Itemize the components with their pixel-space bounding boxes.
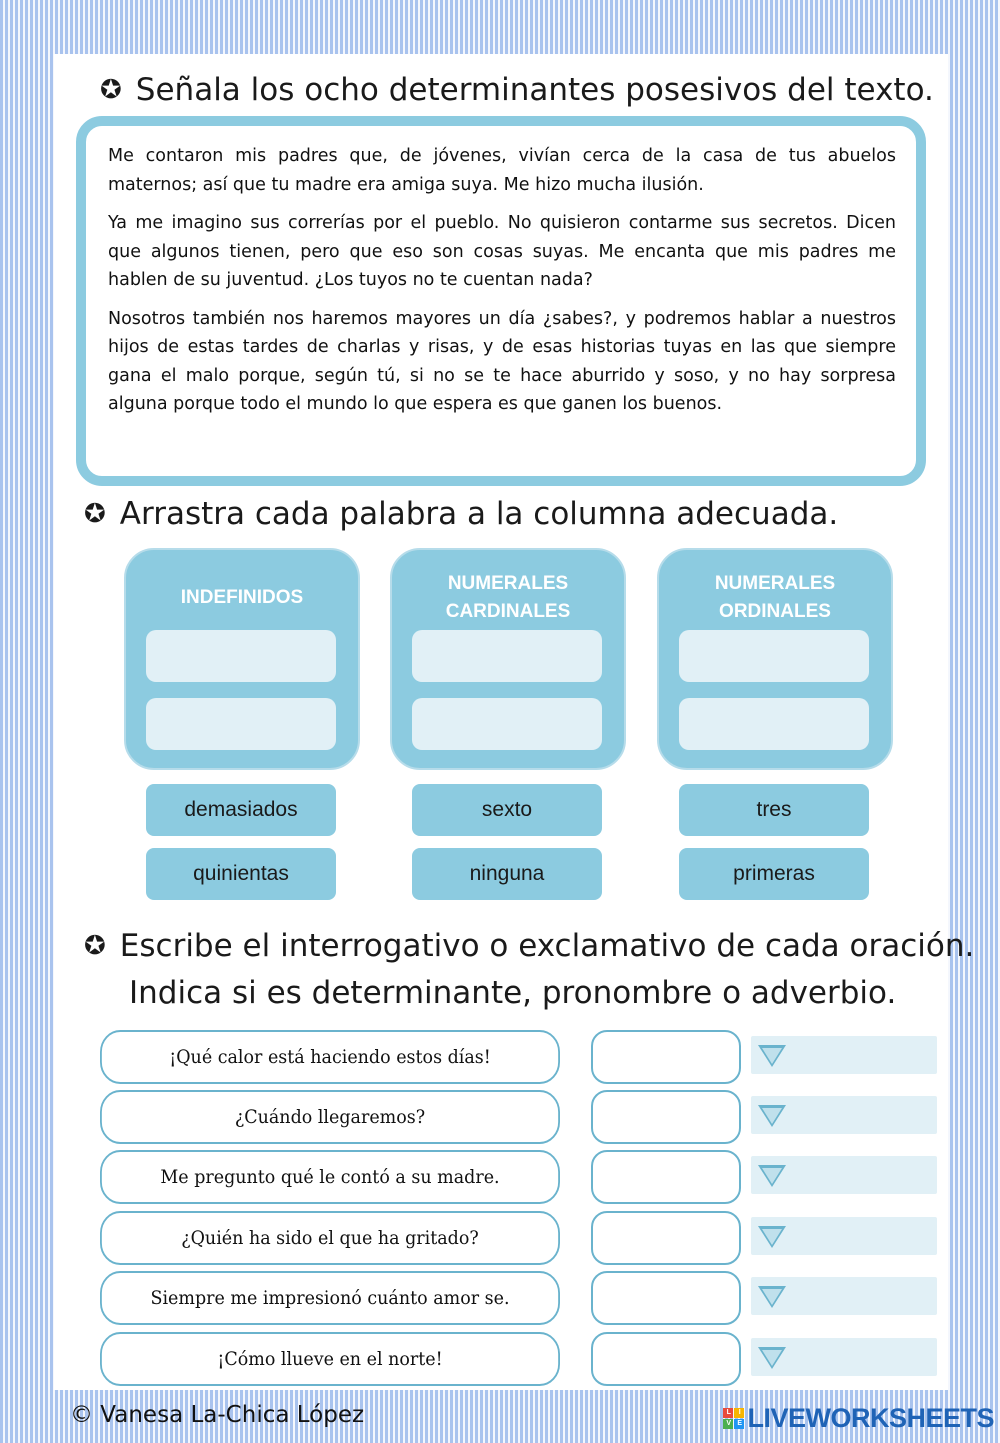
drop-slot[interactable] xyxy=(146,630,336,682)
word-type-dropdown[interactable] xyxy=(751,1338,937,1376)
dropdown-arrow-icon xyxy=(758,1286,786,1308)
answer-input[interactable] xyxy=(591,1150,741,1204)
word-type-dropdown[interactable] xyxy=(751,1156,937,1194)
word-type-dropdown[interactable] xyxy=(751,1036,937,1074)
dropdown-arrow-icon xyxy=(758,1105,786,1127)
word-chip-demasiados[interactable]: demasiados xyxy=(146,784,336,836)
paragraph-1[interactable]: Me contaron mis padres que, de jóvenes, vivían cerca de la casa de tus abuelos maternos; así que tu madre era amiga suya. Me hizo mucha ilusión. xyxy=(108,146,896,195)
answer-input[interactable] xyxy=(591,1211,741,1265)
paragraph-3[interactable]: Nosotros también nos haremos mayores un día ¿sabes?, y podremos hablar a nuestros hijos de estas tardes de charlas y risas, y de esas historias tuyas en las que siempre gana el malo porque, según tú, si no se te hace aburrido y soso, y no hay sorpresa alguna porque todo el mundo lo que espera es que ganen los buenos. xyxy=(108,308,896,414)
reading-text-box xyxy=(76,116,926,486)
word-chip-tres[interactable]: tres xyxy=(679,784,869,836)
star-icon: ✪ xyxy=(100,75,122,105)
word-type-dropdown[interactable] xyxy=(751,1096,937,1134)
paragraph-2[interactable]: Ya me imagino sus correrías por el pueblo. No quisieron contarme sus secretos. Dicen que algunos tienen, pero que eso son cosas suyas. Me encanta que mis padres me hablen de su juventud. ¿Los tuyos no te cuentan nada? xyxy=(108,213,896,290)
drop-slot[interactable] xyxy=(412,630,602,682)
copyright-text: © Vanesa La-Chica López xyxy=(70,1402,365,1428)
column-title: INDEFINIDOS xyxy=(180,587,304,608)
word-chip-quinientas[interactable]: quinientas xyxy=(146,848,336,900)
drop-slot[interactable] xyxy=(412,698,602,750)
sentence-box: ¡Qué calor está haciendo estos días! xyxy=(100,1030,560,1084)
answer-input[interactable] xyxy=(591,1271,741,1325)
dropdown-arrow-icon xyxy=(758,1347,786,1369)
dropdown-arrow-icon xyxy=(758,1226,786,1248)
star-icon: ✪ xyxy=(84,931,106,961)
star-icon: ✪ xyxy=(84,499,106,529)
word-chip-primeras[interactable]: primeras xyxy=(679,848,869,900)
answer-input[interactable] xyxy=(591,1090,741,1144)
sentence-box: Siempre me impresionó cuánto amor se. xyxy=(100,1271,560,1325)
word-chip-ninguna[interactable]: ninguna xyxy=(412,848,602,900)
word-type-dropdown[interactable] xyxy=(751,1277,937,1315)
section3-heading-line1: Escribe el interrogativo o exclamativo de cada oración. xyxy=(119,928,975,964)
section2-heading xyxy=(84,496,838,533)
logo-grid-icon: L I V E xyxy=(723,1408,744,1429)
dropdown-arrow-icon xyxy=(758,1045,786,1067)
drop-slot[interactable] xyxy=(679,698,869,750)
word-type-dropdown[interactable] xyxy=(751,1217,937,1255)
drop-slot[interactable] xyxy=(679,630,869,682)
sentence-box: ¡Cómo llueve en el norte! xyxy=(100,1332,560,1386)
answer-input[interactable] xyxy=(591,1332,741,1386)
column-numerales-cardinales xyxy=(390,548,626,770)
brand-name: LIVEWORKSHEETS xyxy=(747,1403,994,1433)
section3-heading xyxy=(84,928,974,965)
column-indefinidos xyxy=(124,548,360,770)
sentence-box: Me pregunto qué le contó a su madre. xyxy=(100,1150,560,1204)
sentence-box: ¿Quién ha sido el que ha gritado? xyxy=(100,1211,560,1265)
dropdown-arrow-icon xyxy=(758,1165,786,1187)
section1-heading-text: Señala los ocho determinantes posesivos del texto. xyxy=(135,72,934,108)
column-title: NUMERALES ORDINALES xyxy=(714,573,836,622)
liveworksheets-logo[interactable] xyxy=(723,1403,994,1434)
drop-slot[interactable] xyxy=(146,698,336,750)
column-numerales-ordinales xyxy=(657,548,893,770)
word-chip-sexto[interactable]: sexto xyxy=(412,784,602,836)
answer-input[interactable] xyxy=(591,1030,741,1084)
column-title: NUMERALES CARDINALES xyxy=(445,573,571,622)
section3-heading-line2: Indica si es determinante, pronombre o adverbio. xyxy=(129,975,897,1011)
sentence-box: ¿Cuándo llegaremos? xyxy=(100,1090,560,1144)
section1-heading xyxy=(100,72,934,109)
section2-heading-text: Arrastra cada palabra a la columna adecuada. xyxy=(119,496,839,532)
